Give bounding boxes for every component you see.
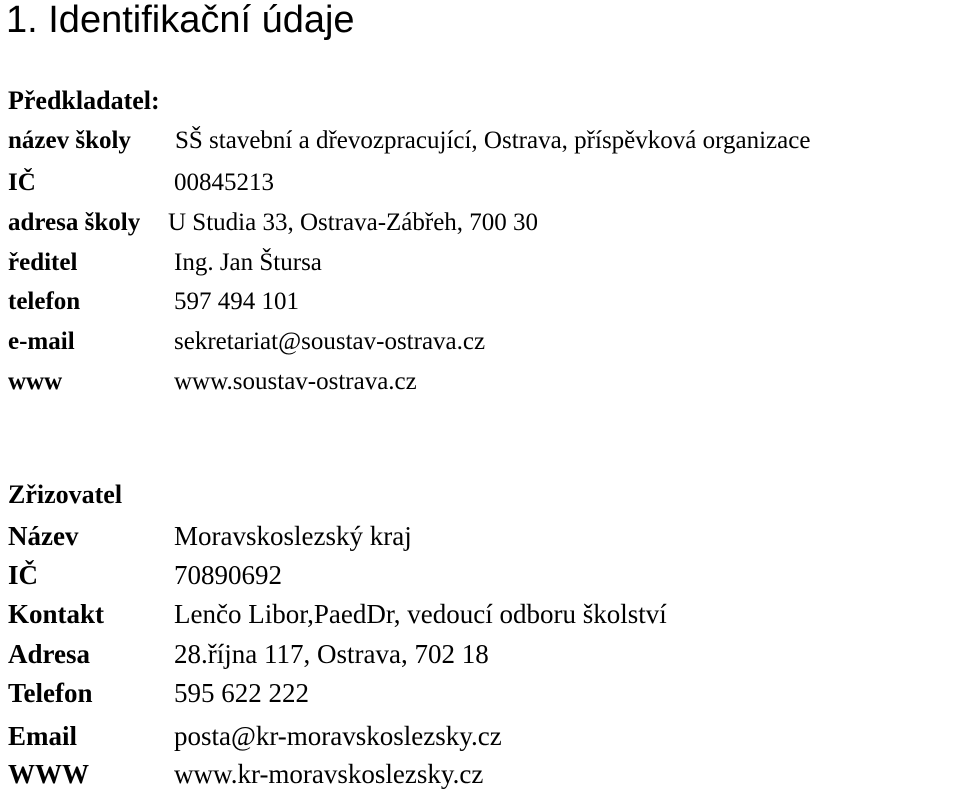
info-row-telefon (8, 286, 958, 318)
row-label: e-mail (8, 328, 75, 355)
row-value: posta@kr-moravskoslezsky.cz (174, 721, 502, 751)
row-value: www.kr-moravskoslezsky.cz (174, 759, 484, 789)
row-value: 595 622 222 (174, 678, 309, 708)
row-label: IČ (8, 169, 36, 196)
section-heading: 1. Identifikační údaje (6, 0, 355, 41)
zrizovatel-title: Zřizovatel (8, 480, 123, 509)
info-row-reditel (8, 247, 958, 279)
info-row-email (8, 720, 958, 752)
row-label: IČ (8, 560, 39, 590)
row-value: 00845213 (174, 169, 274, 196)
row-value: 28.října 117, Ostrava, 702 18 (174, 639, 489, 669)
row-label: Email (8, 721, 78, 751)
row-label: ředitel (8, 249, 78, 276)
info-row-ic (8, 559, 958, 591)
info-row-email (8, 326, 958, 358)
row-label: telefon (8, 288, 81, 315)
info-row-adresa-skoly (8, 207, 958, 239)
row-value: Ing. Jan Štursa (174, 249, 322, 276)
info-row-telefon (8, 677, 958, 709)
info-row-ic (8, 167, 958, 199)
row-value: www.soustav-ostrava.cz (174, 368, 417, 395)
row-value: U Studia 33, Ostrava-Zábřeh, 700 30 (168, 209, 539, 236)
row-label: adresa školy (8, 209, 141, 236)
row-label: Telefon (8, 678, 93, 708)
row-label: Kontakt (8, 599, 105, 629)
row-value: 597 494 101 (174, 288, 299, 315)
predkladatel-title: Předkladatel: (8, 86, 160, 115)
info-row-kontakt (8, 598, 958, 630)
info-row-www (8, 366, 958, 398)
row-value: sekretariat@soustav-ostrava.cz (174, 328, 486, 355)
row-value: 70890692 (174, 560, 282, 590)
info-row-www (8, 758, 958, 790)
info-row-nazev-skoly (8, 125, 958, 157)
row-label: název školy (8, 127, 131, 154)
row-label: Adresa (8, 639, 91, 669)
row-label: www (8, 368, 63, 395)
row-label: Název (8, 521, 79, 551)
row-value: SŠ stavební a dřevozpracující, Ostrava, příspěvková organizace (175, 127, 811, 154)
row-value: Lenčo Libor,PaedDr, vedoucí odboru školství (174, 599, 667, 629)
info-row-adresa (8, 638, 958, 670)
row-value: Moravskoslezský kraj (174, 521, 412, 551)
row-label: WWW (8, 759, 89, 789)
info-row-nazev (8, 520, 958, 552)
